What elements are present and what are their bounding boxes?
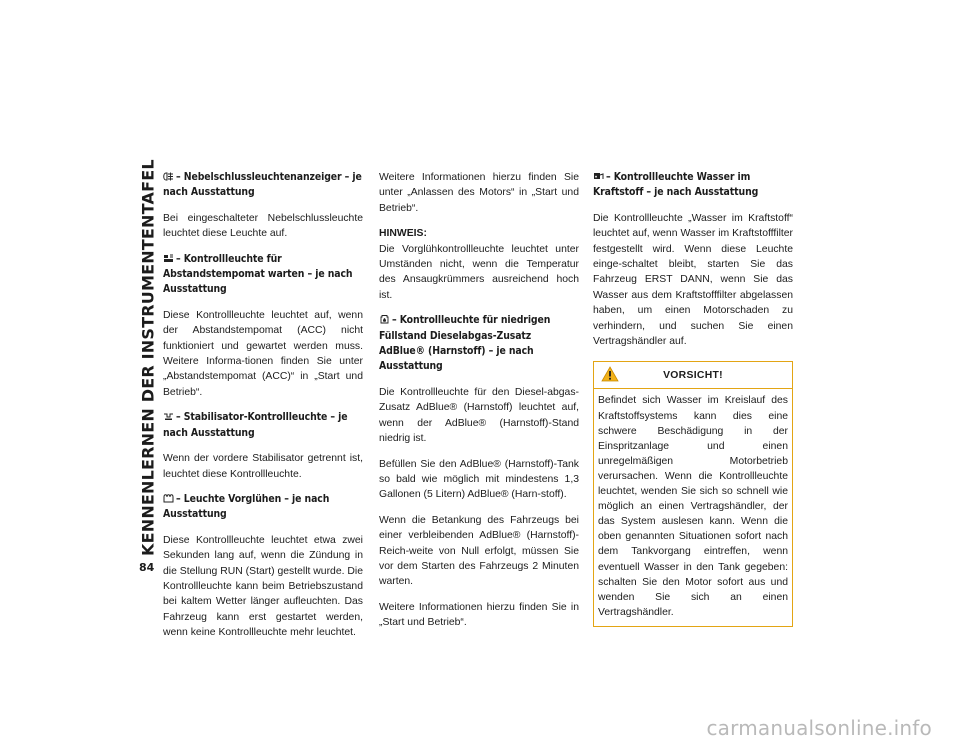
fog-light-icon	[163, 172, 174, 181]
warning-header	[594, 362, 792, 389]
warning-box	[593, 361, 793, 626]
text-adblue-2: Befüllen Sie den AdBlue® (Harnstoff)-Tank so bald wie möglich mit mindestens 1,3 Gallonen (5 Litern) AdBlue® (Harn-stoff).	[379, 458, 579, 501]
column-middle	[379, 170, 579, 641]
heading-glow-plug: – Leuchte Vorglühen – je nach Ausstattung	[163, 492, 330, 521]
note-label: HINWEIS:	[379, 228, 427, 240]
warning-title: VORSICHT!	[663, 369, 723, 381]
text-adblue-4: Weitere Informationen hierzu finden Sie in „Start und Betrieb“.	[379, 601, 579, 629]
heading-acc-service: – Kontrollleuchte für Abstandstempomat warten – je nach Ausstattung	[163, 252, 353, 296]
text-adblue-1: Die Kontrollleuchte für den Diesel-abgas-Zusatz AdBlue® (Harnstoff) leuchtet auf, wenn der AdBlue® (Harnstoff)-Stand niedrig ist.	[379, 386, 579, 445]
text-fog-light: Bei eingeschalteter Nebelschlussleuchte leuchtet diese Leuchte auf.	[163, 212, 363, 240]
warning-body	[594, 389, 792, 625]
side-section-title: KENNENLERNEN DER INSTRUMENTENTAFEL	[138, 159, 158, 556]
watermark: carmanualsonline.info	[706, 716, 932, 740]
sway-bar-icon	[163, 412, 174, 421]
heading-adblue: – Kontrollleuchte für niedrigen Füllstand Dieselabgas-Zusatz AdBlue® (Harnstoff) – je nach Ausstattung	[379, 314, 551, 373]
text-water-in-fuel: Die Kontrollleuchte „Wasser im Kraftstoff“ leuchtet auf, wenn Wasser im Kraftstofffilter festgestellt wird. Wenn diese Leuchte einge-schaltet bleibt, starten Sie das Fahrzeug ERST DANN, wenn Sie das Wasser aus dem Kraftstofffilter abgelassen haben, um einen Motorschaden zu verhindern, und suchen Sie einen Vertragshändler auf.	[593, 212, 793, 348]
text-glow-plug: Diese Kontrollleuchte leuchtet etwa zwei Sekunden lang auf, wenn die Zündung in die Stellung RUN (Start) gestellt wurde. Die Kontrollleuchte kann beim Betriebszustand bei kaltem Wetter länger aufleuchten. Das Fahrzeug kann erst gestartet werden, wenn keine Kontrollleuchte mehr leuchtet.	[163, 534, 363, 639]
heading-fog-light: – Nebelschlussleuchtenanzeiger – je nach Ausstattung	[163, 171, 362, 199]
page-number: 84	[139, 561, 155, 574]
column-right	[593, 170, 793, 627]
text-sway-bar: Wenn der vordere Stabilisator getrennt ist, leuchtet diese Kontrollleuchte.	[163, 453, 363, 480]
warning-text: Befindet sich Wasser im Kreislauf des Kraftstoffsystems kann dies eine schwere Beschädigung in der Einspritzanlage und einen unregelmäßigen Motorbetrieb verursachen. Wenn die Kontrollleuchte leuchtet, wenden Sie sich so schnell wie möglich an einen Vertragshändler, der das System auslesen kann. Wenn die oben genannten Situationen sofort nach dem Tankvorgang eintreffen, wenn eventuell Wasser in den Tank gegeben: schalten Sie den Motor sofort aus und wenden Sie sich an einen Vertragshändler.	[598, 395, 788, 618]
heading-water-in-fuel: – Kontrollleuchte Wasser im Kraftstoff – je nach Ausstattung	[593, 171, 759, 199]
text-acc-service: Diese Kontrollleuchte leuchtet auf, wenn der Abstandstempomat (ACC) nicht funktioniert und gewartet werden muss. Weitere Informa-tionen finden Sie unter „Abstandstempomat (ACC)“ in „Start und Betrieb“.	[163, 309, 363, 398]
text-start-info: Weitere Informationen hierzu finden Sie unter „Anlassen des Motors“ in „Start und Betrieb“.	[379, 172, 579, 214]
adblue-icon	[379, 315, 390, 324]
warning-triangle-icon	[601, 366, 619, 382]
acc-service-icon	[163, 254, 174, 263]
text-adblue-3: Wenn die Betankung des Fahrzeugs bei einer verbleibenden AdBlue® (Harnstoff)-Reich-weite von Null erfolgt, müssen Sie vor dem Starten des Fahrzeugs 2 Minuten warten.	[379, 514, 579, 588]
glow-plug-icon	[163, 494, 174, 503]
column-left	[163, 170, 363, 651]
heading-sway-bar: – Stabilisator-Kontrollleuchte – je nach Ausstattung	[163, 411, 348, 439]
note-text: Die Vorglühkontrollleuchte leuchtet unter Umständen nicht, wenn die Temperatur des Ansaugkrümmers ausreichend hoch ist.	[379, 243, 579, 301]
water-in-fuel-icon	[593, 172, 604, 181]
